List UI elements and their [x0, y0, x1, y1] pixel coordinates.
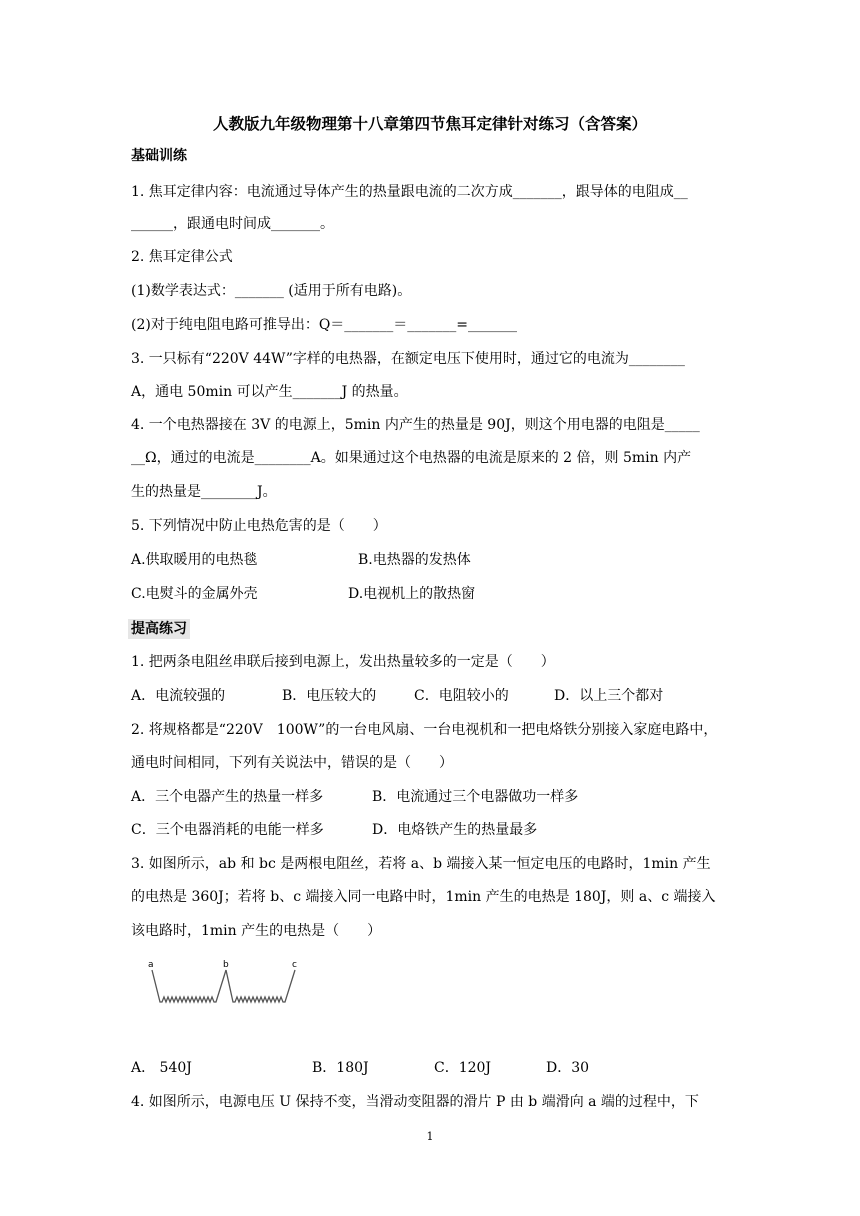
figure-label-b: b: [223, 960, 229, 970]
adv-q3-line3: 该电路时，1min 产生的电热是（ ）: [131, 923, 382, 939]
basic-q5-option-c: C.电熨斗的金属外壳: [131, 586, 258, 602]
adv-q3-option-a: A． 540J: [131, 1060, 192, 1076]
adv-q3-option-d: D．30: [546, 1060, 590, 1076]
basic-q4-line2: __Ω，通过的电流是________A。如果通过这个电热器的电流是原来的 2 倍，则 5min 内产: [131, 450, 692, 466]
adv-q2-option-a: A．三个电器产生的热量一样多: [131, 789, 324, 805]
adv-q3-line1: 3. 如图所示，ab 和 bc 是两根电阻丝，若将 a、b 端接入某一恒定电压的电路时，1min 产生: [131, 856, 711, 872]
basic-q2-line1: 2. 焦耳定律公式: [131, 249, 233, 265]
adv-q1-line1: 1. 把两条电阻丝串联后接到电源上，发出热量较多的一定是（ ）: [131, 654, 555, 670]
adv-q2-line2: 通电时间相同，下列有关说法中，错误的是（ ）: [131, 755, 453, 771]
section-heading-advanced: 提高练习: [128, 619, 190, 639]
section-heading-basic: 基础训练: [131, 148, 187, 164]
adv-q2-option-d: D．电烙铁产生的热量最多: [372, 822, 538, 838]
adv-q3-option-b: B．180J: [312, 1060, 369, 1076]
page-title: 人教版九年级物理第十八章第四节焦耳定律针对练习（含答案）: [212, 115, 647, 133]
figure-label-a: a: [148, 960, 154, 970]
adv-q1-option-a: A．电流较强的: [131, 688, 226, 704]
basic-q4-line1: 4. 一个电热器接在 3V 的电源上，5min 内产生的热量是 90J，则这个用电器的电阻是_____: [131, 417, 700, 433]
adv-q3-line2: 的电热是 360J；若将 b、c 端接入同一电路中时，1min 产生的电热是 180J，则 a、c 端接入: [131, 889, 716, 905]
basic-q5-option-a: A.供取暖用的电热毯: [131, 552, 258, 568]
basic-q2-line2: (1)数学表达式：_______ (适用于所有电路)。: [131, 283, 412, 299]
adv-q2-option-b: B．电流通过三个电器做功一样多: [372, 789, 579, 805]
basic-q5-option-b: B.电热器的发热体: [358, 552, 471, 568]
basic-q5-line1: 5. 下列情况中防止电热危害的是（ ）: [131, 518, 387, 534]
adv-q4-line1: 4. 如图所示，电源电压 U 保持不变，当滑动变阻器的滑片 P 由 b 端滑向 a 端的过程中，下: [131, 1094, 699, 1110]
basic-q4-line3: 生的热量是________J。: [131, 484, 277, 500]
basic-q3-line1: 3. 一只标有“220V 44W”字样的电热器，在额定电压下使用时，通过它的电流为________: [131, 351, 685, 367]
adv-q1-option-b: B．电压较大的: [282, 688, 377, 704]
adv-q3-option-c: C．120J: [434, 1060, 492, 1076]
basic-q3-line2: A，通电 50min 可以产生_______J 的热量。: [131, 384, 408, 400]
basic-q1-line1: 1. 焦耳定律内容：电流通过导体产生的热量跟电流的二次方成_______，跟导体的电阻成__: [131, 184, 688, 200]
adv-q1-option-c: C．电阻较小的: [414, 688, 509, 704]
adv-q1-option-d: D．以上三个都对: [554, 688, 664, 704]
adv-q2-option-c: C．三个电器消耗的电能一样多: [131, 822, 324, 838]
resistor-wire-bc: [226, 970, 295, 1002]
adv-q2-line1: 2. 将规格都是“220V 100W”的一台电风扇、一台电视机和一把电烙铁分别接入家庭电路中，: [131, 722, 718, 738]
resistor-wire-ab: [152, 970, 226, 1002]
resistor-wire-figure: [140, 955, 315, 1010]
page-number: 1: [426, 1130, 434, 1143]
basic-q5-option-d: D.电视机上的散热窗: [348, 586, 476, 602]
figure-label-c: c: [292, 960, 297, 970]
basic-q1-line2: ______，跟通电时间成_______。: [131, 216, 334, 232]
basic-q2-line3: (2)对于纯电阻电路可推导出：Q＝_______＝_______=_______: [131, 317, 518, 333]
